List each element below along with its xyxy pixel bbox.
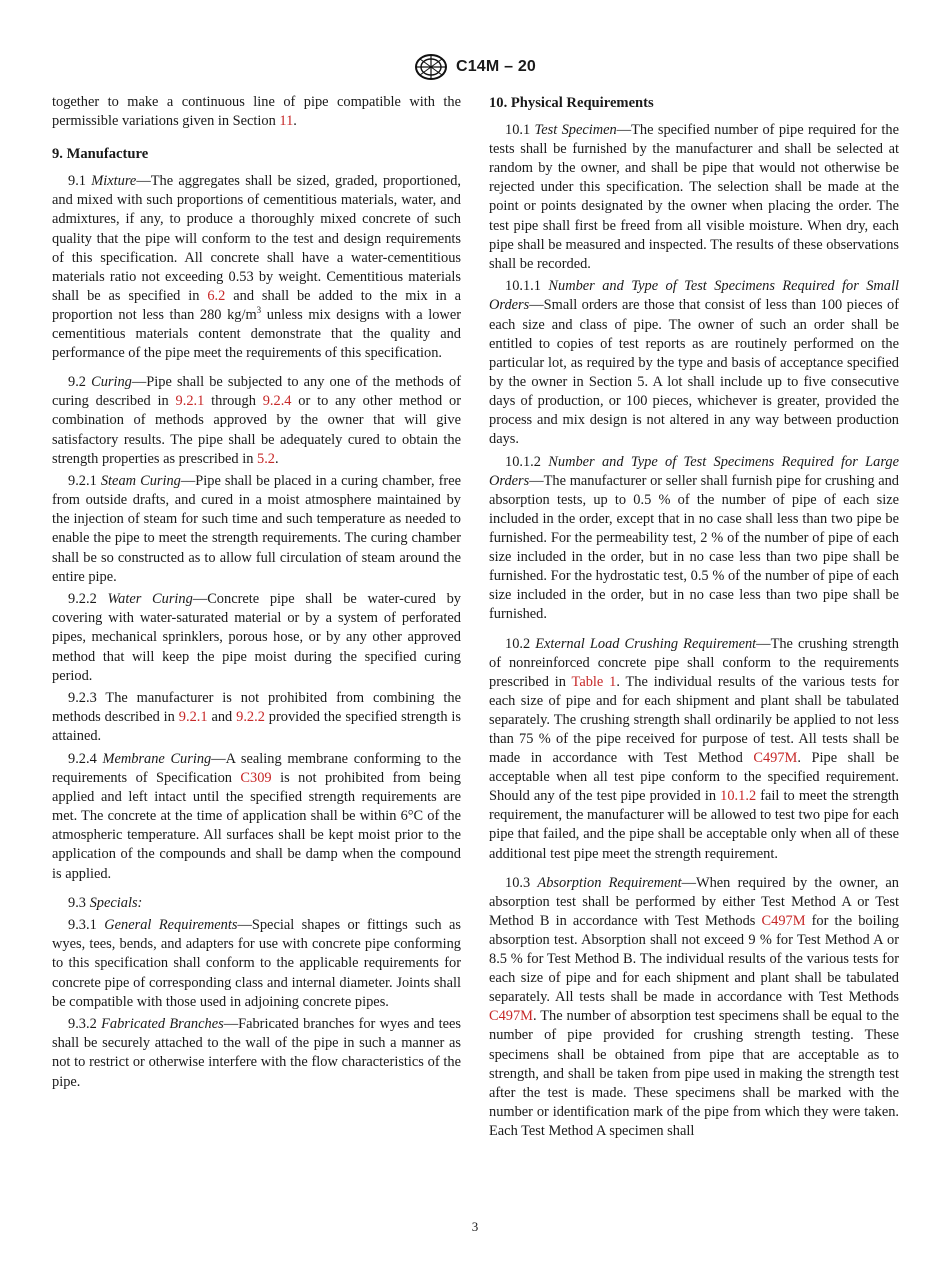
paragraph-9-2-4: 9.2.4 Membrane Curing—A sealing membrane conforming to the requirements of Specification C309 is not prohibited from being applied and left intact until the specified strength requirements are met. The concrete at the time of application shall be within 6°C of the atmospheric temperature. All surfaces shall be kept moist prior to the application of the compounds and shall be damp when the compound is applied. [52,751,461,882]
ref-9-2-4[interactable]: 9.2.4 [262,393,292,410]
paragraph-9-2-2: 9.2.2 Water Curing—Concrete pipe shall be water-cured by covering with water-saturated material or by a system of perforated pipes, mechanical sprinklers, porous hose, or by any other approved method that will keep the pipe moist during the specified curing period. [52,591,461,684]
paragraph-10-1-1: 10.1.1 Number and Type of Test Specimens Required for Small Orders—Small orders are those that consist of less than 100 pieces of each size and class of pipe. The owner of such an order shall be entitled to copies of test reports as are routinely performed on the particular lot, as required by the type and basis of acceptance specified by the owner in Section 5. A lot shall include up to five consecutive days of production, or 100 pieces, whichever is greater, provided the process and mix design is not altered in any way between production days. [489,278,900,448]
section-9-heading: 9. Manufacture [52,146,149,163]
paragraph-9-1: 9.1 Mixture—The aggregates shall be sized, graded, proportioned, and mixed with such proportions of cementitious materials, water, and admixtures, if any, to produce a thoroughly mixed concrete of such quality that the pipe will conform to the test and design requirements of this specification. All concrete shall have a water-cementitious materials ratio not exceeding 0.53 by weight. Cementitious materials shall be as specified in 6.2 and shall be added to the mix in a proportion not less than 280 $kg/m^3$ unless mix designs with a lower cementitious materials content demonstrate that the quality and performance of the pipe meet the requirements of this specification. [52,173,461,362]
ref-section-11[interactable]: 11 [279,113,294,130]
ref-c497m[interactable]: C497M [489,1008,533,1025]
ref-9-2-2[interactable]: 9.2.2 [236,709,265,726]
page-number: 3 [471,1219,479,1234]
paragraph-9-3: 9.3 Specials: [68,894,143,911]
page-header [0,52,950,82]
ref-table-1[interactable]: Table 1 [571,673,617,690]
paragraph-9-2: 9.2 Curing—Pipe shall be subjected to any one of the methods of curing described in 9.2.1 through 9.2.4 or to any other method or combination of methods approved by the owner that will give satisfactory results. The pipe shall be adequately cured to obtain the strength properties as prescribed in 5.2. [52,374,462,467]
ref-9-2-1[interactable]: 9.2.1 [175,393,205,410]
paragraph-9-3-1: 9.3.1 General Requirements—Special shapes or fittings such as wyes, tees, bends, and adapters for use with concrete pipe conforming to this specification shall conform to the applicable requirements for concrete pipe of corresponding class and internal diameter. Joints shall be compatible with those used in adjoining concrete pipes. [52,917,461,1010]
right-column [489,93,899,1144]
ref-9-2-1[interactable]: 9.2.1 [178,709,208,726]
left-column [52,93,461,1095]
paragraph-10-2: 10.2 External Load Crushing Requirement—The crushing strength of nonreinforced concrete pipe shall conform to the requirements prescribed in Table 1. The individual results of the various tests for each size of pipe and for each shipment and plant shall be tabulated separately. The crushing strength shall ordinarily be applied to not less than 75 % of the pipe received for purpose of test. All tests shall be made in accordance with Test Method C497M. Pipe shall be acceptable when all test pipe conform to the specified requirement. Should any of the test pipe provided in 10.1.2 fail to meet the strength requirement, the manufacturer will be allowed to test two pipe for each pipe that failed, and the pipe shall be acceptable only when all of these additional test pipe meet the strength requirement. [489,635,900,862]
section-10-heading: 10. Physical Requirements [489,95,654,111]
ref-5-2[interactable]: 5.2 [257,450,276,467]
standard-designation: C14M – 20 [455,58,537,75]
ref-c309[interactable]: C309 [240,770,272,787]
paragraph-10-1: 10.1 Test Specimen—The specified number of pipe required for the tests shall be furnished by the manufacturer and shall be selected at random by the owner, and shall be pipe that would not otherwise be rejected under this specification. The selection shall be made at the point or points designated by the owner when placing the order. The test pipe shall first be freed from all visible moisture. When dry, each pipe shall be measured and inspected. The results of these observations shall be recorded. [489,122,899,272]
paragraph-10-3: 10.3 Absorption Requirement—When required by the owner, an absorption test shall be performed by either Test Method A or Test Method B in accordance with Test Methods C497M for the boiling absorption test. Absorption shall not exceed 9 % for Test Method A or 8.5 % for Test Method B. The individual results of the various tests for each size of pipe and for each shipment and plant shall be tabulated separately. All tests shall be made in accordance with Test Methods C497M. The number of absorption test specimens shall be equal to the number of pipe provided for crushing strength testing. These specimens shall be obtained from pipe that are acceptable as to strength, and shall be taken from pipe used in making the strength test after the test is made. These specimens shall be marked with the number or identification mark of the pipe from which they were taken. Each Test Method A specimen shall [489,874,899,1139]
astm-logo-icon [414,53,448,81]
ref-10-1-2[interactable]: 10.1.2 [720,788,757,805]
paragraph-9-2-3: 9.2.3 The manufacturer is not prohibited from combining the methods described in 9.2.1 and 9.2.2 provided the specified strength is attained. [52,690,461,745]
ref-c497m[interactable]: C497M [761,912,806,929]
paragraph-continuation: together to make a continuous line of pipe compatible with the permissible variations given in Section 11. [52,94,461,130]
paragraph-9-3-2: 9.3.2 Fabricated Branches—Fabricated branches for wyes and tees shall be securely attached to the wall of the pipe in such a manner as not to restrict or otherwise interfere with the flow characteristics of the pipe. [52,1016,461,1090]
paragraph-9-2-1: 9.2.1 Steam Curing—Pipe shall be placed in a curing chamber, free from outside drafts, and cured in a moist atmosphere maintained by the injection of steam for such time and such temperature as needed to enable the pipe to meet the strength requirements. The curing chamber shall be so constructed as to allow full circulation of steam around the entire pipe. [52,473,461,585]
ref-c497m[interactable]: C497M [753,750,798,767]
ref-6-2[interactable]: 6.2 [207,287,226,304]
paragraph-10-1-2: 10.1.2 Number and Type of Test Specimens Required for Large Orders—The manufacturer or seller shall furnish pipe for crushing and absorption tests, up to 0.5 % of the number of pipe of each size included in the order, except that in no case shall less than two pipe be furnished. For the permeability test, 2 % of the number of pipe of each size included in the order, but in no case less than two pipe shall be furnished. For the hydrostatic test, 0.5 % of the number of pipe of each size included in the order, but in no case less than two pipe shall be furnished. [489,453,899,623]
